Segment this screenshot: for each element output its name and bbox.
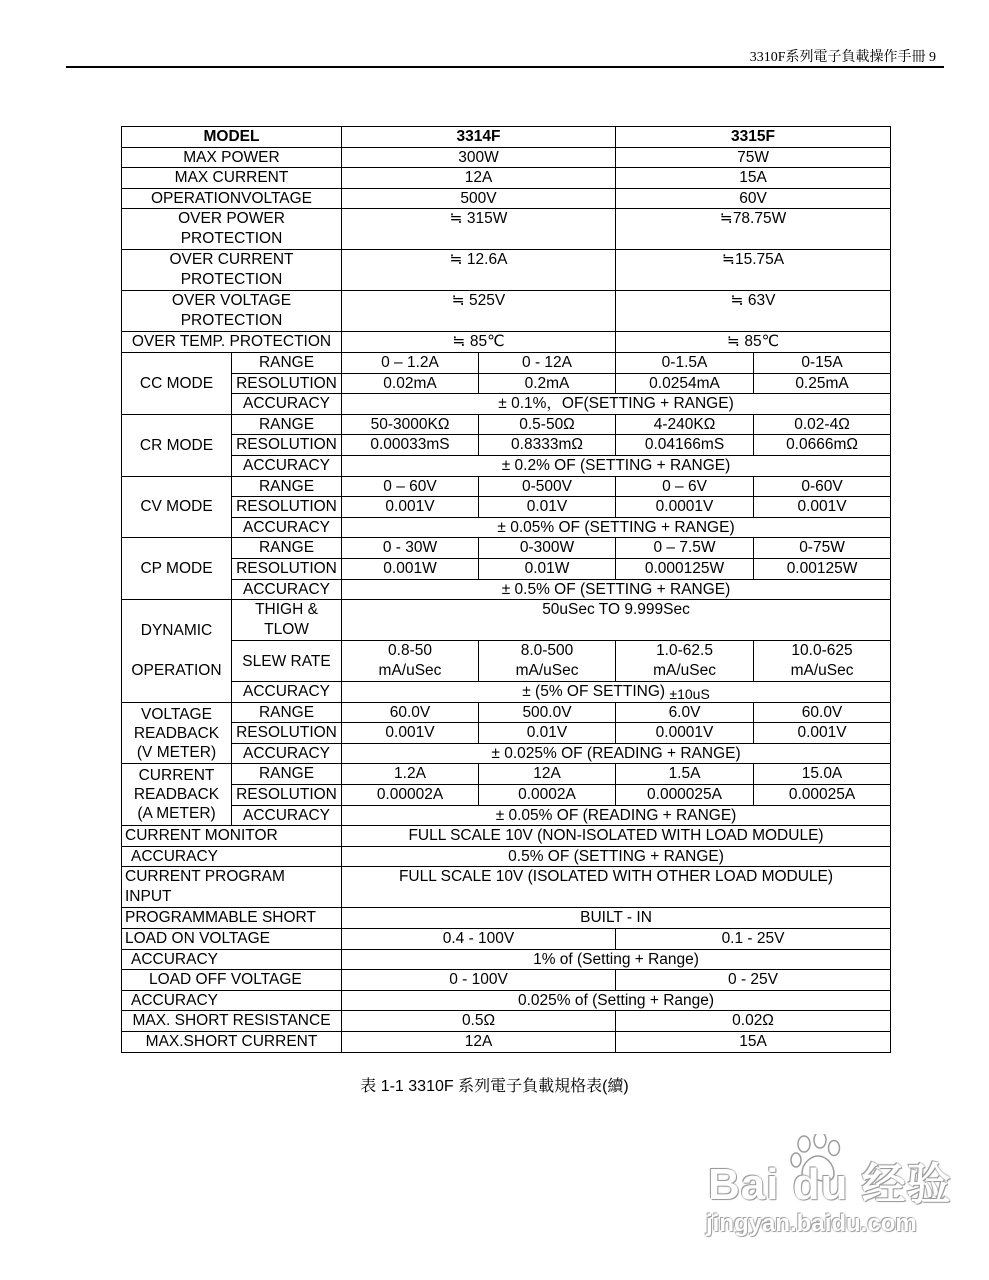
table-row [122,785,891,806]
load-on-acc-value: 1% of (Setting + Range) [342,949,891,970]
ovp-b: ≒ 63V [616,291,891,332]
table-row [122,209,891,250]
vread-accuracy: ± 0.025% OF (READING + RANGE) [342,743,891,764]
cp-accuracy: ± 0.5% OF (SETTING + RANGE) [342,579,891,600]
table-row [122,435,891,456]
cr-range-3: 0.02-4Ω [754,414,891,435]
table-row [122,497,891,518]
table-row [122,949,891,970]
cr-range-0: 50-3000KΩ [342,414,479,435]
cr-res-0: 0.00033mS [342,435,479,456]
cp-res-3: 0.00125W [754,558,891,579]
dynamic-label [122,600,232,703]
table-row [122,1032,891,1053]
cc-mode-label: CC MODE [122,352,232,414]
table-row [122,168,891,189]
resolution-label: RESOLUTION [232,558,342,579]
ovp-a: ≒ 525V [342,291,616,332]
load-on-acc-label: ACCURACY [122,949,342,970]
table-row [122,332,891,353]
accuracy-label: ACCURACY [232,517,342,538]
cc-range-3: 0-15A [754,352,891,373]
cv-range-0: 0 – 60V [342,476,479,497]
cr-res-3: 0.0666mΩ [754,435,891,456]
iread-accuracy: ± 0.05% OF (READING + RANGE) [342,805,891,826]
ovp-label: OVER VOLTAGE PROTECTION [122,291,342,332]
table-row [122,352,891,373]
slew-3: 10.0-625 mA/uSec [754,641,891,682]
prog-short-value: BUILT - IN [342,908,891,929]
load-on-a: 0.4 - 100V [342,929,616,950]
cr-res-2: 0.04166mS [616,435,754,456]
otp-b: ≒ 85℃ [616,332,891,353]
table-row [122,990,891,1011]
load-on-b: 0.1 - 25V [616,929,891,950]
cr-accuracy: ± 0.2% OF (SETTING + RANGE) [342,455,891,476]
dynamic-accuracy [342,682,891,703]
table-row [122,682,891,703]
iread-res-0: 0.00002A [342,785,479,806]
cv-res-2: 0.0001V [616,497,754,518]
ocp-label: OVER CURRENT PROTECTION [122,250,342,291]
cp-range-1: 0-300W [479,538,616,559]
max-current-b: 15A [616,168,891,189]
short-cur-label: MAX.SHORT CURRENT [122,1032,342,1053]
table-row [122,538,891,559]
prog-short-label: PROGRAMMABLE SHORT [122,908,342,929]
load-off-b: 0 - 25V [616,970,891,991]
table-row [122,929,891,950]
iread-label [122,764,232,826]
iread-label-1: CURRENT [138,767,215,785]
max-power-b: 75W [616,147,891,168]
cc-accuracy: ± 0.1%，OF(SETTING + RANGE) [342,394,891,415]
vread-res-3: 0.001V [754,723,891,744]
slew-2: 1.0-62.5 mA/uSec [616,641,754,682]
cur-program-value: FULL SCALE 10V (ISOLATED WITH OTHER LOAD MODULE) [342,867,891,908]
table-row [122,394,891,415]
resolution-label: RESOLUTION [232,785,342,806]
load-on-label: LOAD ON VOLTAGE [122,929,342,950]
iread-range-3: 15.0A [754,764,891,785]
cc-res-1: 0.2mA [479,373,616,394]
table-row [122,414,891,435]
vread-res-0: 0.001V [342,723,479,744]
load-off-a: 0 - 100V [342,970,616,991]
short-cur-b: 15A [616,1032,891,1053]
ocp-b: ≒15.75A [616,250,891,291]
page-header [66,46,944,68]
page-header-text: 3310F系列電子負載操作手冊 9 [749,50,936,65]
opp-a: ≒ 315W [342,209,616,250]
range-label: RANGE [232,352,342,373]
opp-b: ≒78.75W [616,209,891,250]
cv-mode-label: CV MODE [122,476,232,538]
accuracy-label: ACCURACY [232,743,342,764]
table-row [122,1011,891,1032]
model-a: 3314F [342,127,616,148]
opp-label: OVER POWER PROTECTION [122,209,342,250]
table-row [122,641,891,682]
short-cur-a: 12A [342,1032,616,1053]
cv-res-3: 0.001V [754,497,891,518]
cc-res-0: 0.02mA [342,373,479,394]
op-voltage-b: 60V [616,188,891,209]
iread-range-0: 1.2A [342,764,479,785]
iread-res-1: 0.0002A [479,785,616,806]
table-row [122,826,891,847]
iread-res-2: 0.000025A [616,785,754,806]
accuracy-label: ACCURACY [232,682,342,703]
vread-res-2: 0.0001V [616,723,754,744]
cr-res-1: 0.8333mΩ [479,435,616,456]
table-row-model [122,127,891,148]
watermark-brand: Bai du 经验 [708,1160,952,1209]
ocp-a: ≒ 12.6A [342,250,616,291]
cc-res-2: 0.0254mA [616,373,754,394]
slew-0: 0.8-50 mA/uSec [342,641,479,682]
cur-monitor-value: FULL SCALE 10V (NON-ISOLATED WITH LOAD MODULE) [342,826,891,847]
dynamic-accuracy-main: ± (5% OF SETTING) [522,683,666,701]
iread-res-3: 0.00025A [754,785,891,806]
table-row [122,373,891,394]
iread-label-3: (A METER) [137,805,216,823]
otp-a: ≒ 85℃ [342,332,616,353]
table-row [122,188,891,209]
cv-res-1: 0.01V [479,497,616,518]
model-b: 3315F [616,127,891,148]
cur-program-label: CURRENT PROGRAM INPUT [122,867,342,908]
cv-range-1: 0-500V [479,476,616,497]
table-row [122,147,891,168]
watermark [698,1130,958,1250]
accuracy-label: ACCURACY [232,394,342,415]
otp-label: OVER TEMP. PROTECTION [122,332,342,353]
cp-range-2: 0 – 7.5W [616,538,754,559]
resolution-label: RESOLUTION [232,497,342,518]
thigh-label: THIGH & TLOW [232,600,342,641]
cv-range-3: 0-60V [754,476,891,497]
cp-res-2: 0.000125W [616,558,754,579]
vread-range-1: 500.0V [479,702,616,723]
table-row [122,579,891,600]
resolution-label: RESOLUTION [232,373,342,394]
short-res-b: 0.02Ω [616,1011,891,1032]
table-row [122,291,891,332]
cc-res-3: 0.25mA [754,373,891,394]
cr-range-2: 4-240KΩ [616,414,754,435]
table-row [122,846,891,867]
max-power-a: 300W [342,147,616,168]
table-row [122,908,891,929]
dynamic-label-2: OPERATION [131,661,222,679]
vread-range-3: 60.0V [754,702,891,723]
cp-range-3: 0-75W [754,538,891,559]
op-voltage-a: 500V [342,188,616,209]
table-row [122,723,891,744]
spec-table [121,126,891,1053]
load-off-acc-label: ACCURACY [122,990,342,1011]
op-voltage-label: OPERATIONVOLTAGE [122,188,342,209]
resolution-label: RESOLUTION [232,435,342,456]
cur-monitor-acc-value: 0.5% OF (SETTING + RANGE) [342,846,891,867]
iread-range-2: 1.5A [616,764,754,785]
cp-range-0: 0 - 30W [342,538,479,559]
table-row [122,600,891,641]
load-off-label: LOAD OFF VOLTAGE [122,970,342,991]
cur-monitor-acc-label: ACCURACY [122,846,342,867]
table-row [122,970,891,991]
vread-label-2: READBACK [133,724,220,742]
dynamic-label-1: DYNAMIC [140,621,213,639]
cp-res-1: 0.01W [479,558,616,579]
range-label: RANGE [232,414,342,435]
cr-mode-label: CR MODE [122,414,232,476]
table-row [122,743,891,764]
vread-label [122,702,232,764]
vread-res-1: 0.01V [479,723,616,744]
slew-1: 8.0-500 mA/uSec [479,641,616,682]
cv-res-0: 0.001V [342,497,479,518]
accuracy-label: ACCURACY [232,579,342,600]
slew-rate-label: SLEW RATE [232,641,342,682]
range-label: RANGE [232,476,342,497]
table-row [122,455,891,476]
cur-monitor-label: CURRENT MONITOR [122,826,342,847]
max-current-label: MAX CURRENT [122,168,342,189]
range-label: RANGE [232,764,342,785]
max-current-a: 12A [342,168,616,189]
vread-range-0: 60.0V [342,702,479,723]
cp-res-0: 0.001W [342,558,479,579]
table-row [122,805,891,826]
cc-range-1: 0 - 12A [479,352,616,373]
dynamic-accuracy-sub: ±10uS [669,686,710,703]
cv-accuracy: ± 0.05% OF (SETTING + RANGE) [342,517,891,538]
accuracy-label: ACCURACY [232,805,342,826]
range-label: RANGE [232,702,342,723]
table-row [122,517,891,538]
table-row [122,702,891,723]
short-res-label: MAX. SHORT RESISTANCE [122,1011,342,1032]
table-caption: 表 1-1 3310F 系列電子負載規格表(續) [360,1078,629,1095]
vread-range-2: 6.0V [616,702,754,723]
cc-range-0: 0 – 1.2A [342,352,479,373]
table-row [122,867,891,908]
short-res-a: 0.5Ω [342,1011,616,1032]
thigh-value: 50uSec TO 9.999Sec [342,600,891,641]
cp-mode-label: CP MODE [122,538,232,600]
table-row [122,558,891,579]
cv-range-2: 0 – 6V [616,476,754,497]
model-label: MODEL [122,127,342,148]
vread-label-1: VOLTAGE [141,705,212,723]
accuracy-label: ACCURACY [232,455,342,476]
watermark-url: jingyan.baidu.com [706,1210,917,1237]
iread-label-2: READBACK [133,786,220,804]
vread-label-3: (V METER) [136,743,217,761]
resolution-label: RESOLUTION [232,723,342,744]
load-off-acc-value: 0.025% of (Setting + Range) [342,990,891,1011]
iread-range-1: 12A [479,764,616,785]
cc-range-2: 0-1.5A [616,352,754,373]
range-label: RANGE [232,538,342,559]
table-row [122,476,891,497]
max-power-label: MAX POWER [122,147,342,168]
table-row [122,250,891,291]
table-row [122,764,891,785]
cr-range-1: 0.5-50Ω [479,414,616,435]
